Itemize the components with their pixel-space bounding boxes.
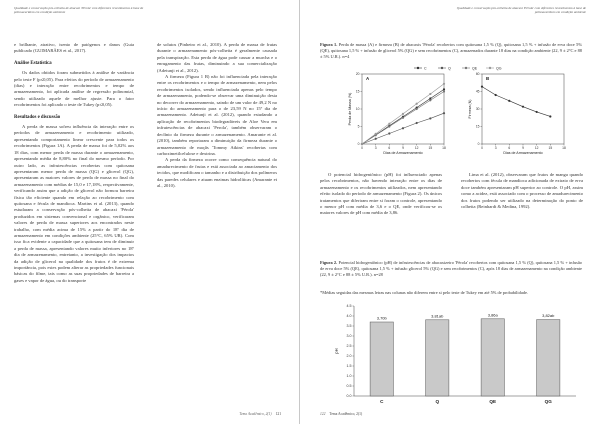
data-point bbox=[375, 133, 377, 135]
legend-label: C bbox=[424, 66, 427, 71]
right-column-1 bbox=[320, 172, 442, 217]
paragraph: A perda da firmeza ocorre como consequência natural do amadurecimento de frutas e está associada ao amaciamento dos tecidos, que modificam o tamanho e a distribuição dos polímeros das paredes celulares e atuam enzimas hidrolíticas (Amarante et al., 2010). bbox=[157, 157, 277, 188]
paragraph: de solutos (Pinheiro et al., 2010). A perda de massa de frutas durante o armazenamento pós-colheita é geralmente causada pela transpiração. Esta perda de água pode causar a murcha e o enrugamento das frutas, diminuindo a sua comercialização (Adetunji et al., 2012). bbox=[157, 42, 277, 73]
data-point bbox=[402, 117, 404, 119]
y-tick-label: 0.5 bbox=[346, 384, 352, 389]
bar bbox=[426, 320, 449, 396]
y-tick-label: 20 bbox=[355, 72, 360, 77]
data-point bbox=[429, 99, 431, 101]
x-tick-label: C bbox=[380, 399, 384, 404]
data-point bbox=[536, 111, 538, 113]
x-tick-label: 18 bbox=[442, 146, 446, 150]
data-point bbox=[388, 123, 390, 125]
figure-2-chart bbox=[330, 300, 582, 410]
paragraph: A perda de massa sofreu influência da interação entre os períodos de armazenamento e recobrimento utilizado, apresentando comportamento linear crescente para todos os recobrimentos (Figura 1A). A perda de massa foi de 5,02% aos 18 dias, com menor perda de massa durante o armazenamento, apresentando média de 8,80% no final do mesmo período. Por outro lado, as infrutescências recobertas com quitosana apresentaram menor perda de massa (QG) e glicerol (QG), apresentaram as maiores valores de perda de massa no final do armazenamento com médias de 15,0 e 17,18%, respectivamente, verificando assim que a adição de glicerol não formou barreira física tão eficiente quando em relação ao recobrimento com quitosana e fécula de mandioca. Martins et al. (2013), quando estudaram a conservação pós-colheita de abacaxi 'Pérola' produzidos em sistemas convencional e orgânico, verificaram valores de perda de massa superiores aos encontrados neste trabalho, com média acima de 15% a partir do 18º dia de armazenamento em condições ambiente (25°C, 65% UR). Com isso fica evidente a capacidade que a quitosana tem de diminuir a perda de massa, apresentando valores muito inferiores no 18º dia de armazenamento, entretanto, a investigação dos impactos da adição de glicerol na qualidade dos frutos é de extrema importância, pois estes podem alterar as propriedades funcionais básicas do filme, tais como as suas propriedades de barreira a gases e vapor de água, ou do transporte bbox=[14, 124, 134, 283]
data-point bbox=[416, 103, 418, 105]
legend-label: Q bbox=[448, 66, 451, 71]
section-heading: Resultados e discussão bbox=[14, 114, 61, 120]
x-tick-label: 9 bbox=[522, 146, 524, 150]
data-point bbox=[429, 93, 431, 95]
figure-1-caption bbox=[320, 42, 582, 60]
panel-label: A bbox=[366, 76, 370, 81]
bar bbox=[370, 322, 393, 396]
series-line bbox=[482, 87, 550, 117]
bar-data-label: 3,70b bbox=[376, 315, 387, 321]
bar-data-label: 3,81ab bbox=[431, 313, 444, 319]
y-tick-label: 10 bbox=[355, 107, 360, 112]
bar-data-label: 3,86a bbox=[487, 312, 498, 318]
footer-journal: Tema Acadêmico, 2(1) bbox=[239, 412, 272, 416]
left-column-1 bbox=[14, 42, 134, 284]
y-tick-label: 45 bbox=[475, 89, 480, 94]
x-axis-label: Dias de Armazenamento bbox=[503, 151, 543, 155]
bar bbox=[537, 320, 560, 396]
legend-label: QE bbox=[472, 66, 478, 71]
figure-label: Figura 2. bbox=[320, 260, 338, 265]
x-tick-label: 15 bbox=[548, 146, 553, 150]
x-axis-label: Dias de Armazenamento bbox=[383, 151, 423, 155]
x-tick-label: 18 bbox=[562, 146, 566, 150]
y-tick-label: 5 bbox=[357, 124, 360, 129]
data-point bbox=[443, 112, 445, 114]
page-number: 122 bbox=[320, 412, 326, 416]
x-tick-label: 12 bbox=[534, 146, 539, 150]
y-tick-label: 0.0 bbox=[346, 394, 352, 399]
y-tick-label: 1.0 bbox=[346, 374, 352, 379]
y-tick-label: 0 bbox=[477, 142, 480, 147]
plot-frame bbox=[482, 74, 564, 144]
x-tick-label: 0 bbox=[361, 146, 363, 150]
figure-caption-text: Perda de massa (A) e firmeza (B) de abacaxis 'Pérola' recobertos com quitosana 1,5 % (Q), quitosana 1,5 % + infusão de erva doce 5% (QE), quitosana 1,5 % + infusão de glicerol 5% (QG) e sem recobrimentos (C), armazenados durante 18 dias na condição ambiente (22, 9 ± 2°C e 88 ± 5% U.R.). n=4 bbox=[320, 42, 582, 59]
x-tick-label: Q bbox=[435, 399, 440, 404]
y-tick-label: 15 bbox=[355, 89, 360, 94]
legend-label: QG bbox=[496, 66, 502, 71]
y-axis-label: Firmeza (N) bbox=[468, 99, 472, 119]
data-point bbox=[443, 88, 445, 90]
y-axis-label: pH bbox=[334, 348, 339, 354]
x-tick-label: 6 bbox=[508, 146, 511, 150]
data-point bbox=[549, 115, 551, 117]
data-point bbox=[402, 127, 404, 129]
x-tick-label: 3 bbox=[494, 146, 497, 150]
y-tick-label: 3.0 bbox=[346, 334, 352, 339]
data-point bbox=[508, 100, 510, 102]
x-tick-label: 3 bbox=[374, 146, 377, 150]
y-tick-label: 0 bbox=[357, 142, 360, 147]
x-tick-label: 9 bbox=[402, 146, 404, 150]
page-footer bbox=[239, 412, 281, 416]
y-tick-label: 2.0 bbox=[346, 354, 352, 359]
figure-caption-text: Potencial hidrogeniônico (pH) de infrutescências de abacaxizeiro 'Pérola' recobertos com quitosana 1,5 % (Q), quitosana 1,5 % + infusão de erva doce 5% (QE), quitosana 1,5 % + infusão glicerol 5% (QG) e sem recobrimentos (C), após 18 dias de armazenamento na condição ambiente (22, 9 ± 2°C e 88 ± 5% U.R.). n=28 bbox=[320, 260, 582, 277]
page-footer bbox=[320, 412, 362, 416]
paragraph: Os dados obtidos foram submetidos à análise de variância pelo teste F (p≤0,05). Para efeitos do período de armazenamento (dias) e interação entre recobrimentos e tempo de armazenamento, foi aplicada análise de regressão polinomial, sendo utilizado aquele de melhor ajuste. Para o fator recobrimentos foi aplicado o teste de Tukey (p≤0,05). bbox=[14, 70, 134, 108]
data-point bbox=[361, 143, 363, 145]
bar bbox=[481, 319, 504, 396]
panel-label: B bbox=[486, 76, 490, 81]
y-tick-label: 2.5 bbox=[346, 344, 352, 349]
y-tick-label: 4.0 bbox=[346, 314, 352, 319]
data-point bbox=[429, 117, 431, 119]
y-tick-label: 15 bbox=[475, 124, 480, 129]
bar-data-label: 3,82ab bbox=[542, 313, 555, 319]
figure-1 bbox=[344, 64, 574, 164]
data-point bbox=[388, 132, 390, 134]
y-tick-label: 3.5 bbox=[346, 324, 352, 329]
left-column-2 bbox=[157, 42, 277, 189]
right-page bbox=[300, 0, 600, 424]
legend-marker bbox=[441, 67, 443, 69]
data-point bbox=[416, 122, 418, 124]
figure-2-note: *Médias seguidas das mesmas letras nas colunas não diferem entre si pelo teste de Tukey em até 5% de probabilidade. bbox=[320, 290, 529, 295]
footer-journal: Tema Acadêmico, 2(1) bbox=[329, 412, 363, 416]
plot-frame bbox=[362, 74, 444, 144]
data-point bbox=[402, 113, 404, 115]
x-tick-label: 15 bbox=[428, 146, 433, 150]
legend-marker bbox=[417, 67, 419, 69]
y-axis-label: Perda de Massa (%) bbox=[348, 92, 352, 126]
x-tick-label: 12 bbox=[414, 146, 419, 150]
paragraph: Lima et al. (2012), observaram que frutos de manga quando recobertos com fécula de mandioca adicionada de extrato de erva doce também apresentaram pH superior ao controle. O pH, assim como a acidez, está associado com o processo de amadurecimento dos frutos podendo ser utilizado na determinação do ponto de colheita (Reinhardt & Medina, 1992). bbox=[461, 172, 583, 210]
y-tick-label: 4.5 bbox=[346, 304, 352, 309]
data-point bbox=[495, 94, 497, 96]
page-number: 121 bbox=[275, 412, 281, 416]
paragraph: O potencial hidrogeniônico (pH) foi influenciado apenas pelos recobrimentos, não havendo interação entre os dias de armazenamento e os recobrimentos utilizados, nem apresentando efeito isolado do período de armazenamento (Figura 2). Os únicos tratamentos que diferiram entre si foram o controle, apresentando o menor pH com média de 3,6 e o QE, onde verificou-se os maiores valores de pH com média de 3,86. bbox=[320, 172, 442, 216]
section-heading: Análise Estatística bbox=[14, 60, 52, 66]
y-tick-label: 60 bbox=[475, 72, 480, 77]
data-point bbox=[388, 125, 390, 127]
running-head: Qualidade e conservação pós-colheita de abacaxi 'Pérola' com diferentes revestimentos à base de polissacarídeos em condição ambiente bbox=[456, 6, 586, 14]
data-point bbox=[481, 86, 483, 88]
data-point bbox=[443, 83, 445, 85]
x-tick-label: QE bbox=[489, 399, 497, 404]
figure-2 bbox=[330, 300, 582, 410]
y-tick-label: 30 bbox=[475, 107, 480, 112]
right-column-2 bbox=[461, 172, 583, 210]
figure-1-chart bbox=[344, 64, 574, 164]
data-point bbox=[416, 108, 418, 110]
figure-label: Figura 1. bbox=[320, 42, 338, 47]
figure-2-caption bbox=[320, 260, 582, 278]
x-tick-label: 0 bbox=[481, 146, 483, 150]
legend-marker bbox=[465, 67, 467, 69]
data-point bbox=[375, 138, 377, 140]
data-point bbox=[522, 106, 524, 108]
x-tick-label: QG bbox=[544, 399, 552, 404]
paragraph: A firmeza (Figura 1 B) não foi influenciada pela interação entre os recobrimentos e o tempo de armazenamento, nem pelos recobrimentos isolados, sendo influenciada apenas pelo tempo de armazenamento, podendo-se observar uma diminuição desta no decorrer do armazenamento, saindo de um valor de 49,2 N no início do armazenamento para o de 23,59 N no 15º dia de armazenamento. Adetunji et al. (2012), quando estudando a aplicação de recobrimentos biodegradáveis de Aloe Vera em infrutescências de abacaxi 'Perola', também observaram o declínio da firmeza durante o armazenamento. Amarante et al. (2010), também reportaram a diminuição da firmeza durante o armazenamento de maçãs 'Tommy Atkins' recobertas com carboximetilcelulose e dextrina. bbox=[157, 74, 277, 156]
x-tick-label: 6 bbox=[388, 146, 391, 150]
paragraph: e brilhante, atrativo, isento de patógenos e danos (Guia publicado (GUIMARÃES et al., 2017). bbox=[14, 42, 134, 54]
running-head: Qualidade e conservação pós-colheita de abacaxi 'Pérola' com diferentes revestimentos à base de polissacarídeos em condição ambiente bbox=[14, 6, 144, 14]
legend-marker bbox=[489, 67, 491, 69]
y-tick-label: 1.5 bbox=[346, 364, 352, 369]
data-point bbox=[443, 90, 445, 92]
